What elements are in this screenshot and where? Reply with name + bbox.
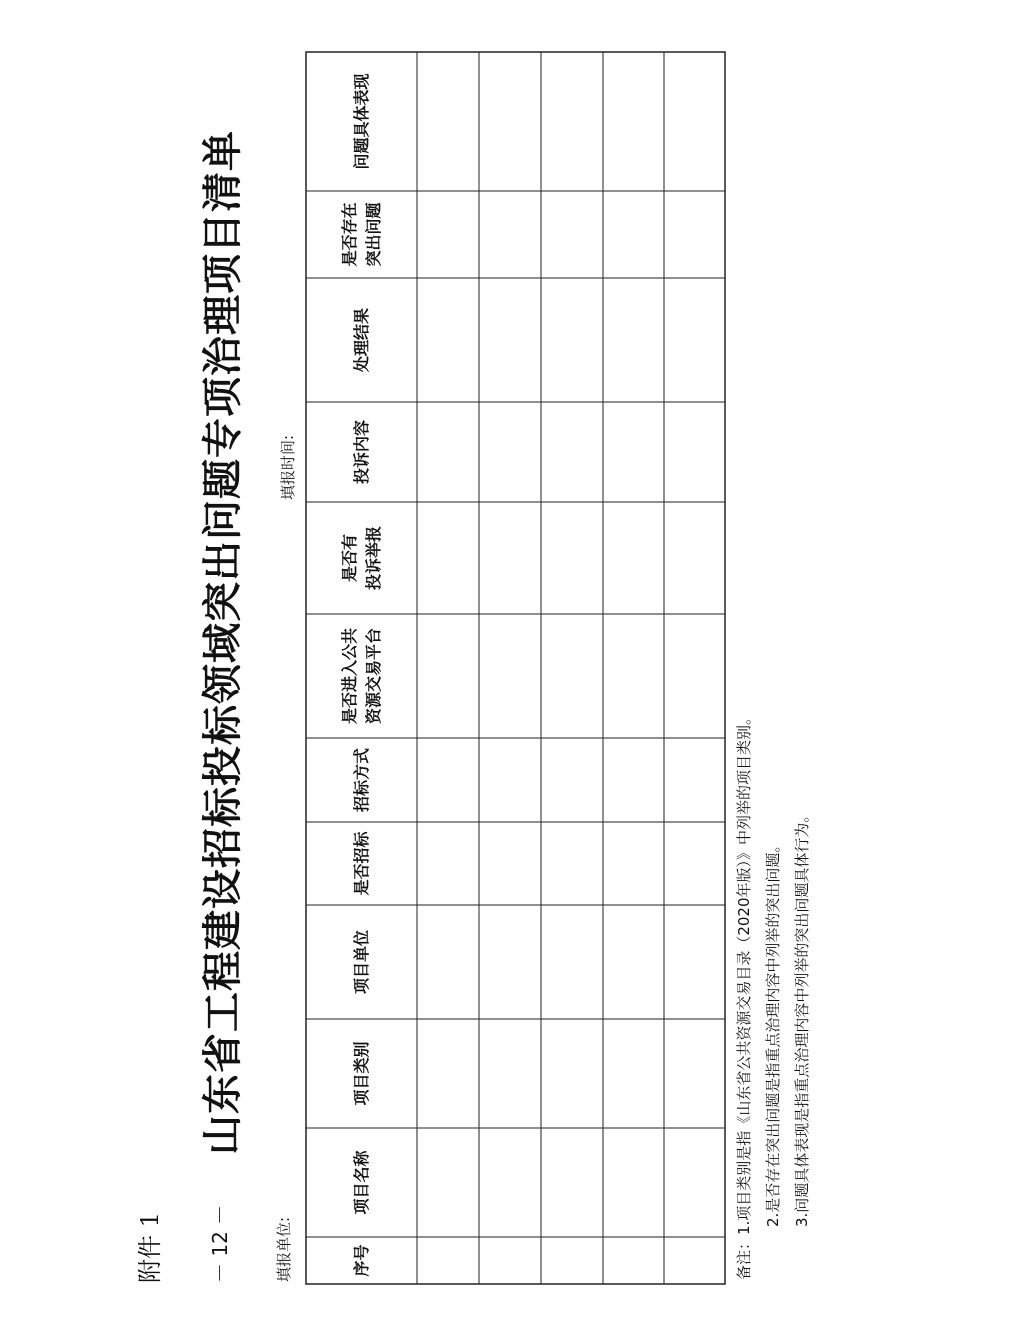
header-tender-method: 招标方式 [351, 748, 371, 813]
header-complaint-content: 投诉内容 [351, 420, 371, 485]
page-number: － 12 － [208, 1204, 232, 1283]
header-issue-details: 问题具体表现 [351, 73, 371, 170]
header-serial-number: 序号 [351, 1244, 371, 1277]
header-project-name: 项目名称 [351, 1150, 371, 1215]
header-project-category: 项目类别 [351, 1041, 371, 1106]
page-title: 山东省工程建设招标投标领域突出问题专项治理项目清单 [199, 130, 246, 1155]
attachment-label: 附件 1 [136, 1212, 164, 1283]
fill-time-label: 填报时间: [279, 434, 297, 500]
header-entered-trading-platform: 是否进入公共 资源交易平台 [339, 628, 383, 725]
fill-unit-label: 填报单位: [275, 1216, 293, 1282]
note-line-3: 3.问题具体表现是指重点治理内容中列举的突出问题具体行为。 [793, 807, 811, 1227]
header-has-complaint: 是否有 投诉举报 [339, 526, 383, 591]
header-project-unit: 项目单位 [351, 930, 371, 995]
note-line-2: 2.是否存在突出问题是指重点治理内容中列举的突出问题。 [764, 837, 782, 1227]
header-has-prominent-issue: 是否存在 突出问题 [339, 202, 383, 267]
header-handling-result: 处理结果 [351, 308, 371, 373]
header-is-tendered: 是否招标 [351, 831, 371, 896]
note-line-1: 备注：1.项目类别是指《山东省公共资源交易目录（2020年版）》中列举的项目类别。 [735, 710, 753, 1280]
